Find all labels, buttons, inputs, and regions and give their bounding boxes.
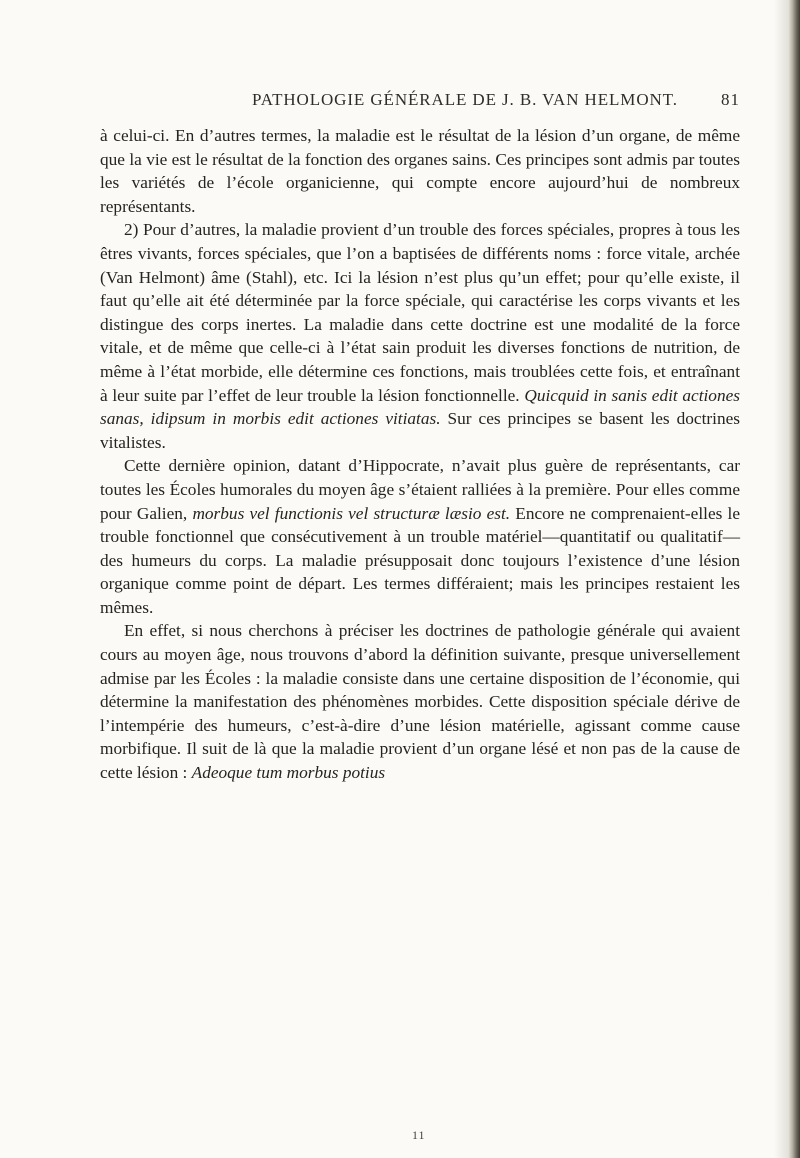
latin-quotation: Quicquid in sanis edit actiones sanas, idipsum in morbis edit actiones vitiatas. (100, 385, 740, 429)
latin-quotation: morbus vel functionis vel structuræ læsio est. (192, 503, 511, 523)
body-text (100, 124, 740, 785)
page-fold-shadow (774, 0, 788, 1158)
paragraph (100, 454, 740, 619)
text-segment: Sur ces principes se basent les doctrines vitalistes. (100, 409, 740, 452)
signature-mark: 11 (412, 1128, 426, 1142)
text-segment: à celui-ci. En d’autres termes, la maladie est le résultat de la lésion d’un organe, de même que la vie est le résultat de la fonction des organes sains. Ces principes sont admis par toutes les variétés de l’école organicienne, qui compte encore aujourd’hui de nombreux représentants. (100, 126, 740, 216)
page-edge (788, 0, 800, 1158)
running-title: PATHOLOGIE GÉNÉRALE DE J. B. VAN HELMONT. (252, 90, 678, 109)
latin-quotation: Adeoque tum morbus potius (191, 763, 386, 783)
page-number: 81 (721, 90, 740, 109)
text-segment: En effet, si nous cherchons à préciser les doctrines de pathologie générale qui avaient cours au moyen âge, nous trouvons d’abord la définition suivante, presque universellement admise par les Écoles : la maladie consiste dans une certaine disposition de l’économie, qui détermine la manifestation des phénomènes morbides. Cette disposition spéciale dérive de l’intempérie des humeurs, c’est-à-dire d’une lésion matérielle, agissant comme cause morbifique. Il suit de là que la maladie provient d’un organe lésé et non pas de la cause de cette lésion : (100, 621, 740, 783)
paragraph (100, 124, 740, 218)
text-segment: Cette dernière opinion, datant d’Hippocrate, n’avait plus guère de représentants, car toutes les Écoles humorales du moyen âge s’étaient ralliées à la première. Pour elles comme pour Galien, (100, 456, 740, 523)
paragraph (100, 218, 740, 454)
paragraph (100, 619, 740, 784)
text-segment: Encore ne comprenaient-elles le trouble fonctionnel que consécutivement à un trouble matériel—quantitatif ou qualitatif—des humeurs du corps. La maladie présupposait donc toujours l’existence d’une lésion organique comme point de départ. Les termes différaient; mais les principes restaient les mêmes. (100, 503, 740, 617)
running-header (100, 90, 740, 116)
text-segment: 2) Pour d’autres, la maladie provient d’un trouble des forces spéciales, propres à tous les êtres vivants, forces spéciales, que l’on a baptisées de différents noms : force vitale, archée (Van Helmont) âme (Stahl), etc. Ici la lésion n’est plus qu’un effet; pour qu’elle existe, il faut qu’elle ait été déterminée par la force spéciale, qui caractérise les corps vivants et les distingue des corps inertes. La maladie dans cette doctrine est une modalité de la force vitale, et de même que celle-ci à l’état sain produit les diverses fonctions de nutrition, de même à l’état morbide, elle détermine ces fonctions, mais troublées cette fois, et entraînant à leur suite par l’effet de leur trouble la lésion fonctionnelle. (100, 220, 740, 405)
